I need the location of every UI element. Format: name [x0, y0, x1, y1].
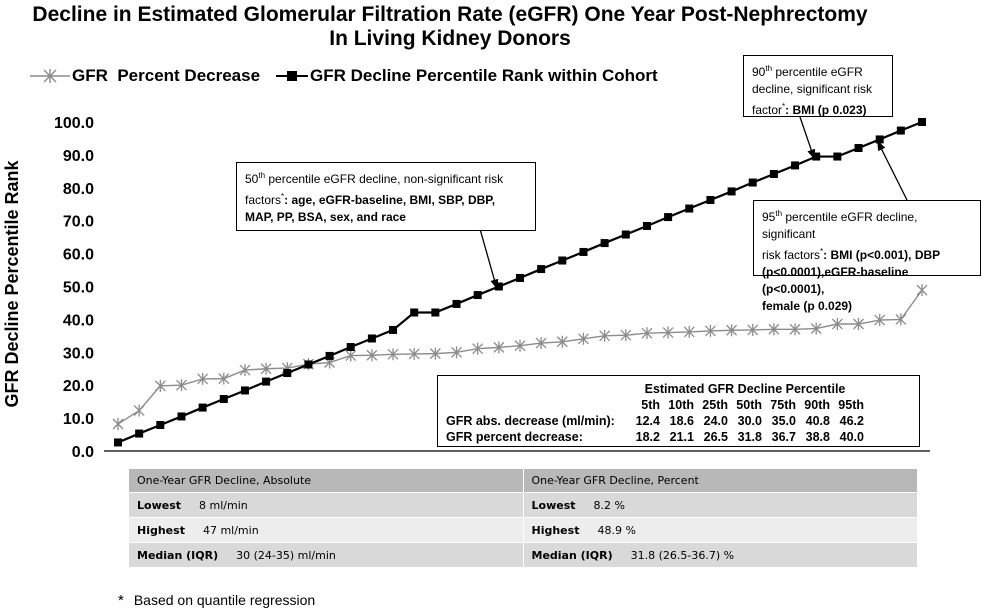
percentile-header: 10th: [668, 398, 694, 412]
percentile-header: 50th: [736, 398, 762, 412]
y-tick-label: 50.0: [62, 279, 94, 297]
chart-title-line-2: In Living Kidney Donors: [329, 27, 571, 50]
data-point-percentile-rank: [537, 265, 545, 273]
data-point-percentile-rank: [664, 213, 672, 221]
percentile-header: 95th: [838, 398, 864, 412]
callout-95th-percentile: 95th percentile eGFR decline, significant risk factors*: BMI (p<0.001), DBP (p<0.0001),eGFR-baseline (p<0.0001), female (p 0.029): [753, 200, 981, 276]
table-cell: 24.0: [703, 414, 728, 428]
data-point-percentile-rank: [833, 153, 841, 161]
data-point-percentile-rank: [685, 205, 693, 213]
chart-title-line-1: Decline in Estimated Glomerular Filtration Rate (eGFR) One Year Post-Nephrectomy: [32, 3, 868, 26]
data-point-percentile-rank: [389, 326, 397, 334]
data-point-percentile-rank: [770, 170, 778, 178]
summary-table: [128, 468, 918, 568]
y-tick-label: 90.0: [62, 147, 94, 165]
footnote-text: Based on quantile regression: [133, 592, 316, 608]
row-label: GFR percent decrease:: [446, 430, 583, 444]
data-point-percentile-rank: [156, 421, 164, 429]
data-point-percentile-rank: [220, 395, 228, 403]
table-cell: 21.1: [669, 430, 694, 444]
percentile-header: 25th: [702, 398, 728, 412]
summary-row-highest: [129, 518, 918, 543]
summary-cell: Highest 48.9 %: [523, 518, 918, 543]
table-cell: 18.6: [669, 414, 694, 428]
arrow-50th: [478, 222, 497, 289]
data-point-percentile-rank: [304, 360, 312, 368]
percentile-header: 90th: [804, 398, 830, 412]
table-cell: 40.0: [839, 430, 864, 444]
summary-row-lowest: [129, 493, 918, 518]
data-point-percentile-rank: [749, 179, 757, 187]
percentile-table-title: Estimated GFR Decline Percentile: [644, 382, 846, 396]
data-point-percentile-rank: [410, 308, 418, 316]
y-tick-label: 80.0: [62, 180, 94, 198]
percentile-header: 5th: [641, 398, 660, 412]
summary-row-median: [129, 543, 918, 568]
data-point-percentile-rank: [431, 308, 439, 316]
legend: [28, 66, 658, 86]
percentile-header-row: [446, 397, 864, 413]
data-point-percentile-rank: [855, 144, 863, 152]
arrow-90th: [800, 117, 814, 159]
percentile-row-percent: [446, 429, 864, 445]
data-point-percentile-rank: [453, 300, 461, 308]
data-point-percentile-rank: [326, 352, 334, 360]
y-tick-label: 40.0: [62, 312, 94, 330]
y-tick-label: 60.0: [62, 246, 94, 264]
data-point-percentile-rank: [347, 343, 355, 351]
arrow-95th: [878, 141, 907, 200]
summary-cell: Lowest 8.2 %: [523, 493, 918, 518]
percentile-table-box: [437, 375, 920, 447]
data-point-percentile-rank: [199, 404, 207, 412]
data-point-percentile-rank: [579, 248, 587, 256]
table-cell: 40.8: [805, 414, 830, 428]
legend-marker-percent-decrease: [28, 68, 72, 84]
data-point-percentile-rank: [474, 291, 482, 299]
footnote: [118, 592, 315, 609]
table-cell: 36.7: [771, 430, 796, 444]
data-point-percentile-rank: [643, 222, 651, 230]
data-point-percent-decrease: [134, 405, 144, 417]
table-cell: 18.2: [635, 430, 660, 444]
data-point-percentile-rank: [177, 412, 185, 420]
data-point-percentile-rank: [728, 187, 736, 195]
summary-cell: Highest 47 ml/min: [129, 518, 524, 543]
legend-label-percentile-rank: GFR Decline Percentile Rank within Cohort: [310, 66, 658, 85]
legend-marker-percentile-rank: [274, 68, 310, 84]
data-point-percentile-rank: [918, 118, 926, 126]
data-point-percentile-rank: [706, 196, 714, 204]
legend-label-percent-decrease: GFR Percent Decrease: [72, 66, 261, 85]
table-cell: 26.5: [703, 430, 728, 444]
callout-90th-percentile: 90th percentile eGFR decline, significant risk factor*: BMI (p 0.023): [743, 55, 893, 117]
percentile-row-abs: [446, 413, 864, 429]
data-point-percentile-rank: [241, 386, 249, 394]
y-tick-label: 10.0: [62, 411, 94, 429]
data-point-percentile-rank: [791, 161, 799, 169]
table-cell: 31.8: [737, 430, 762, 444]
data-point-percentile-rank: [876, 135, 884, 143]
callout-50th-percentile: 50th percentile eGFR decline, non-significant risk factors*: age, eGFR-baseline, BMI, SBP, DBP, MAP, PP, BSA, sex, and race: [236, 162, 536, 231]
table-cell: 35.0: [771, 414, 796, 428]
data-point-percentile-rank: [897, 127, 905, 135]
data-point-percentile-rank: [601, 239, 609, 247]
data-point-percentile-rank: [558, 257, 566, 265]
y-axis-label: GFR Decline Percentile Rank: [2, 160, 22, 408]
table-cell: 46.2: [839, 414, 864, 428]
data-point-percentile-rank: [516, 274, 524, 282]
summary-cell: Lowest 8 ml/min: [129, 493, 524, 518]
data-point-percentile-rank: [283, 369, 291, 377]
data-point-percentile-rank: [622, 231, 630, 239]
y-tick-label: 70.0: [62, 213, 94, 231]
table-cell: 38.8: [805, 430, 830, 444]
summary-header-percent: One-Year GFR Decline, Percent: [523, 469, 918, 493]
percentile-header: 75th: [770, 398, 796, 412]
data-point-percentile-rank: [135, 430, 143, 438]
y-tick-label: 30.0: [62, 345, 94, 363]
y-tick-label: 100.0: [53, 115, 94, 132]
data-point-percentile-rank: [368, 334, 376, 342]
data-point-percentile-rank: [262, 378, 270, 386]
summary-cell: Median (IQR) 31.8 (26.5-36.7) %: [523, 543, 918, 568]
summary-header-row: [129, 469, 918, 493]
data-point-percentile-rank: [114, 438, 122, 446]
summary-cell: Median (IQR) 30 (24-35) ml/min: [129, 543, 524, 568]
table-cell: 12.4: [635, 414, 660, 428]
summary-header-absolute: One-Year GFR Decline, Absolute: [129, 469, 524, 493]
footnote-star: *: [118, 592, 124, 609]
table-cell: 30.0: [737, 414, 762, 428]
y-tick-label: 0.0: [71, 444, 94, 461]
data-point-percent-decrease: [113, 418, 123, 430]
row-label: GFR abs. decrease (ml/min):: [446, 414, 615, 428]
percentile-table: [446, 381, 864, 445]
y-tick-label: 20.0: [62, 378, 94, 396]
